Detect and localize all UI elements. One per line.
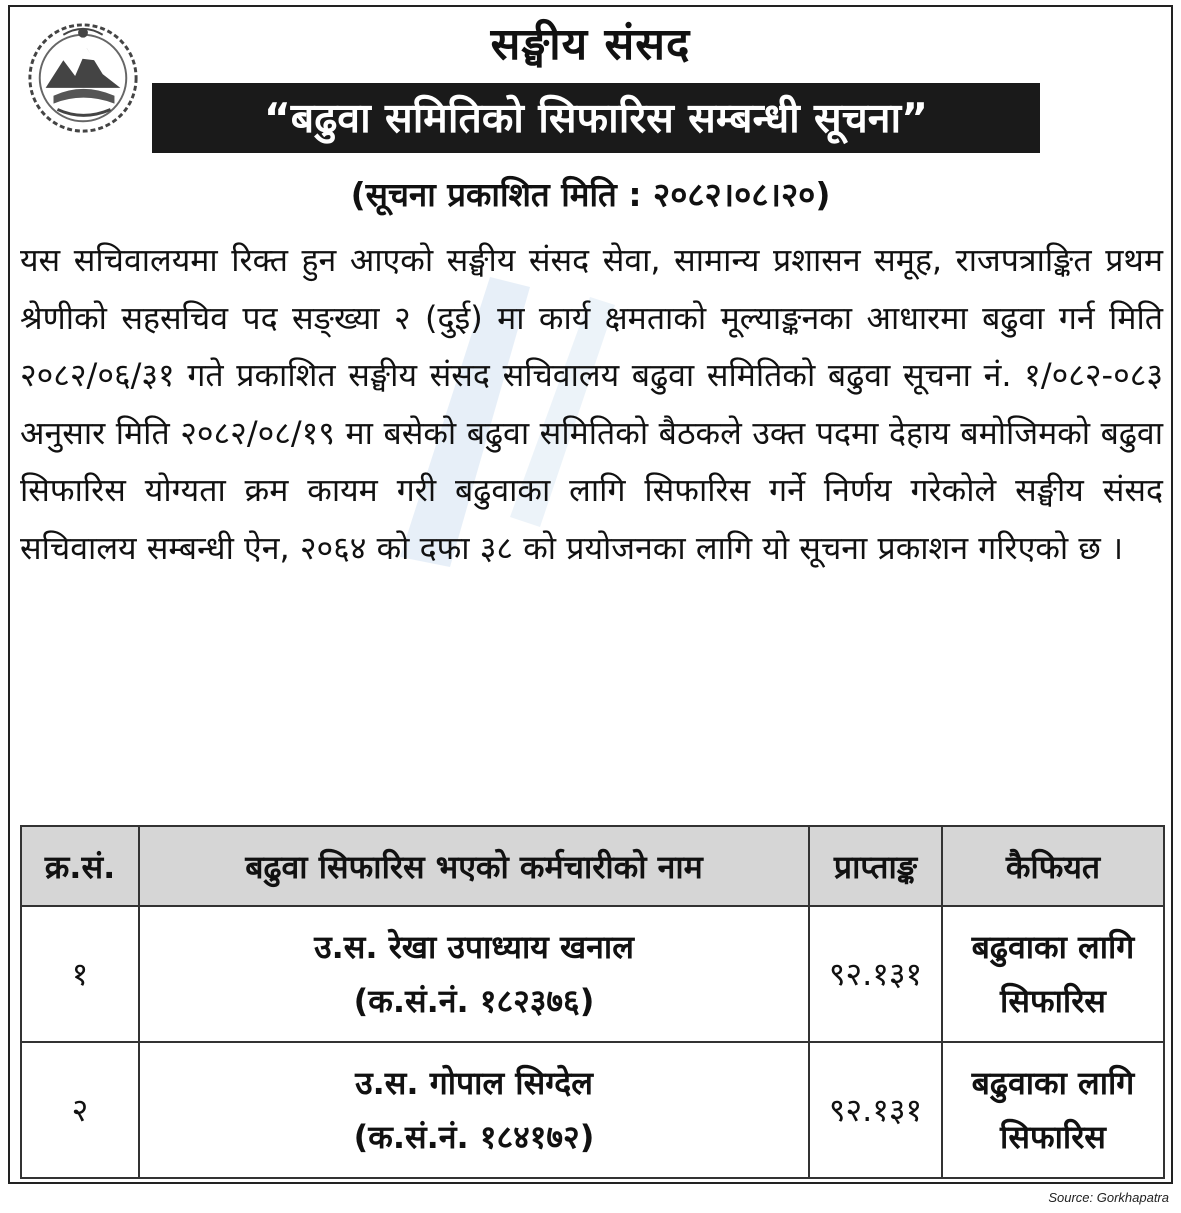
notice-title-banner: “बढुवा समितिको सिफारिस सम्बन्धी सूचना” bbox=[152, 83, 1040, 153]
column-header-remarks: कैफियत bbox=[942, 826, 1164, 906]
row-score: ९२.१३१ bbox=[809, 906, 942, 1042]
table-row bbox=[21, 1042, 1164, 1178]
row-serial: २ bbox=[21, 1042, 139, 1178]
column-header-score: प्राप्ताङ्क bbox=[809, 826, 942, 906]
column-header-name: बढुवा सिफारिस भएको कर्मचारीको नाम bbox=[139, 826, 809, 906]
column-header-serial: क्र.सं. bbox=[21, 826, 139, 906]
publish-date: (सूचना प्रकाशित मिति : २०८२।०८।२०) bbox=[350, 175, 831, 214]
row-remarks: बढुवाका लागि सिफारिस bbox=[942, 1042, 1164, 1178]
row-remarks: बढुवाका लागि सिफारिस bbox=[942, 906, 1164, 1042]
notice-document bbox=[8, 5, 1173, 1184]
row-name-cell bbox=[139, 906, 809, 1042]
organization-title: सङ्घीय संसद bbox=[490, 19, 691, 70]
row-score: ९२.१३१ bbox=[809, 1042, 942, 1178]
employee-code: (क.सं.नं. १८२३७६) bbox=[353, 982, 595, 1020]
employee-name: उ.स. गोपाल सिग्देल bbox=[355, 1064, 593, 1102]
notice-paragraph: यस सचिवालयमा रिक्त हुन आएको सङ्घीय संसद सेवा, सामान्य प्रशासन समूह, राजपत्राङ्कित प्रथम श्रेणीको सहसचिव पद सङ्ख्या २ (दुई) मा कार्य क्षमताको मूल्याङ्कनका आधारमा बढुवा गर्न मिति २०८२/०६/३१ गते प्रकाशित सङ्घीय संसद सचिवालय बढुवा समितिको बढुवा सूचना नं. १/०८२-०८३ अनुसार मिति २०८२/०८/१९ मा बसेको बढुवा समितिको बैठकले उक्त पदमा देहाय बमोजिमको बढुवा सिफारिस योग्यता क्रम कायम गरी बढुवाका लागि सिफारिस गर्ने निर्णय गरेकोले सङ्घीय संसद सचिवालय सम्बन्धी ऐन, २०६४ को दफा ३८ को प्रयोजनका लागि यो सूचना प्रकाशन गरिएको छ । bbox=[20, 241, 1163, 567]
row-name-cell bbox=[139, 1042, 809, 1178]
recommendation-table bbox=[20, 825, 1165, 1179]
employee-code: (क.सं.नं. १८४१७२) bbox=[353, 1118, 595, 1156]
table-row bbox=[21, 906, 1164, 1042]
table-header-row bbox=[21, 826, 1164, 906]
row-serial: १ bbox=[21, 906, 139, 1042]
source-credit: Source: Gorkhapatra bbox=[1048, 1190, 1169, 1205]
employee-name: उ.स. रेखा उपाध्याय खनाल bbox=[314, 928, 634, 966]
